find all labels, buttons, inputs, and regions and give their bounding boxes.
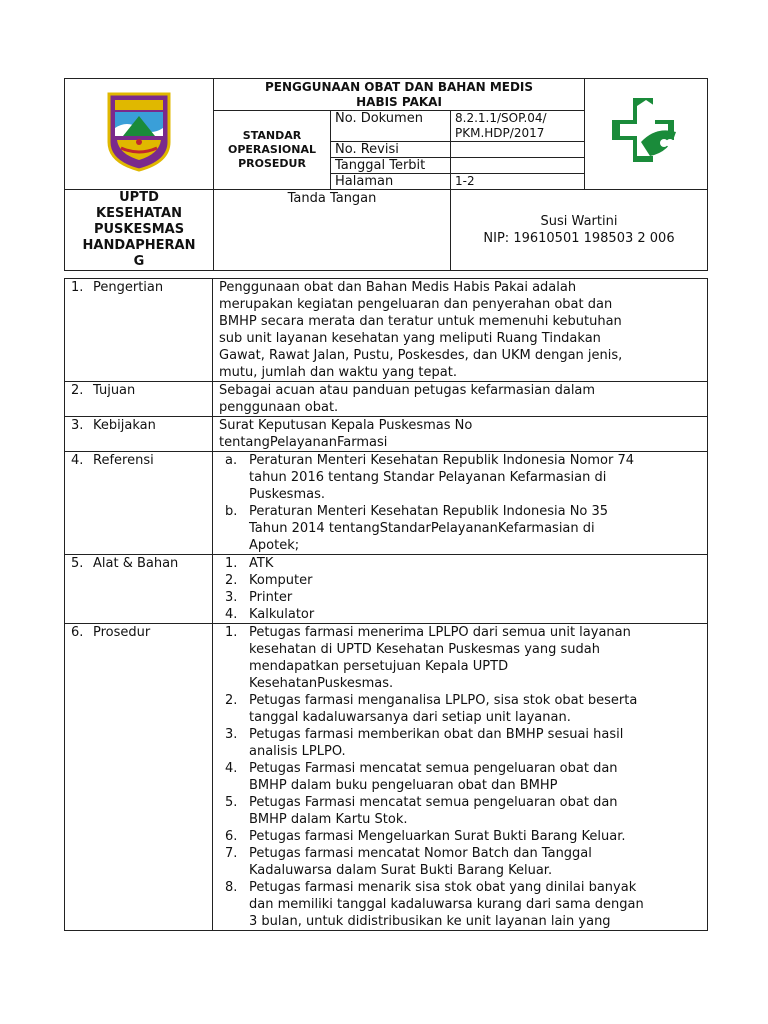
meta-value-dokumen: 8.2.1.1/SOP.04/ PKM.HDP/2017 — [451, 111, 585, 142]
list-item: 2. Petugas farmasi menganalisa LPLPO, sisa stok obat beserta tanggal kadaluwarsanya dari setiap unit layanan. — [225, 693, 638, 725]
section-prosedur: 6. Prosedur 1. Petugas farmasi menerima LPLPO dari semua unit layanan kesehatan di UPTD Kesehatan Puskesmas yang sudah mendapatkan persetujuan Kepala UPTD KesehatanPuskesmas. 2. Petugas farmasi menganalisa LPLPO, sisa stok obat beserta tanggal kadaluwarsanya dari setiap unit layanan. 3. Petugas farmasi memberikan obat dan BMHP sesuai hasil analisis LPLPO. 4. Petugas Farmasi mencatat semua pengeluaran obat dan BMHP dalam buku pengeluaran obat dan BMHP 5. Petugas Farmasi mencatat semua pengeluaran obat dan BMHP dalam Kartu Stok. 6. Petugas farmasi Mengeluarkan Surat Bukti Barang Keluar. 7. Petugas farmasi mencatat Nomor Batch dan Tanggal Kadaluwarsa dalam Surat Bukti Barang Keluar. 8. Petugas farmasi menarik sisa stok obat yang dinilai banyak dan memiliki tanggal kadaluwarsa kurang dari sama dengan 3 bulan, untuk didistribusikan ke unit layanan lain yang — [65, 624, 708, 931]
list-item: b. Peraturan Menteri Kesehatan Republik Indonesia No 35 Tahun 2014 tentangStandarPelayananKefarmasian di Apotek; — [225, 504, 609, 553]
list-item: a. Peraturan Menteri Kesehatan Republik Indonesia Nomor 74 tahun 2016 tentang Standar Pelayanan Kefarmasian di Puskesmas. — [225, 453, 635, 502]
list-item: 2. Komputer — [225, 573, 313, 588]
section-tujuan: 2. Tujuan Sebagai acuan atau panduan petugas kefarmasian dalam penggunaan obat. — [65, 382, 708, 417]
meta-value-halaman: 1-2 — [451, 174, 585, 190]
document-header — [64, 78, 708, 271]
section-referensi: 4. Referensi a. Peraturan Menteri Kesehatan Republik Indonesia Nomor 74 tahun 2016 tentang Standar Pelayanan Kefarmasian di Puskesmas. b. Peraturan Menteri Kesehatan Republik Indonesia No 35 Tahun 2014 tentangStandarPelayananKefarmasian di Apotek; — [65, 452, 708, 555]
section-pengertian: 1. Pengertian Penggunaan obat dan Bahan Medis Habis Pakai adalah merupakan kegiatan pengeluaran dan penyerahan obat dan BMHP secara merata dan teratur untuk memenuhi kebutuhan sub unit layanan kesehatan yang meliputi Ruang Tindakan Gawat, Rawat Jalan, Pustu, Poskesdes, dan UKM dengan jenis, mutu, jumlah dan waktu yang tepat. — [65, 279, 708, 382]
list-item: 8. Petugas farmasi menarik sisa stok obat yang dinilai banyak dan memiliki tanggal kadaluwarsa kurang dari sama dengan 3 bulan, untuk didistribusikan ke unit layanan lain yang — [225, 880, 644, 929]
tujuan-text: Sebagai acuan atau panduan petugas kefarmasian dalam penggunaan obat. — [213, 382, 708, 417]
list-item: 7. Petugas farmasi mencatat Nomor Batch dan Tanggal Kadaluwarsa dalam Surat Bukti Barang Keluar. — [225, 846, 592, 878]
signature-label: Tanda Tangan — [214, 190, 451, 271]
meta-key-revisi: No. Revisi — [331, 142, 451, 158]
regency-logo-cell — [65, 79, 214, 190]
signer-block — [451, 190, 708, 271]
puskesmas-logo-cell — [585, 79, 708, 190]
meta-key-tanggal: Tanggal Terbit — [331, 158, 451, 174]
section-alat-bahan: 5. Alat & Bahan 1. ATK 2. Komputer 3. Printer 4. Kalkulator — [65, 555, 708, 624]
pengertian-text: Penggunaan obat dan Bahan Medis Habis Pakai adalah merupakan kegiatan pengeluaran dan penyerahan obat dan BMHP secara merata dan teratur untuk memenuhi kebutuhan sub unit layanan kesehatan yang meliputi Ruang Tindakan Gawat, Rawat Jalan, Pustu, Poskesdes, dan UKM dengan jenis, mutu, jumlah dan waktu yang tepat. — [213, 279, 708, 382]
meta-key-dokumen: No. Dokumen — [331, 111, 451, 142]
alat-list — [219, 555, 701, 623]
puskesmas-cross-logo-icon — [606, 96, 686, 168]
signer-name: Susi Wartini — [540, 214, 618, 229]
unit-name: UPTD KESEHATAN PUSKESMAS HANDAPHERAN G — [65, 190, 214, 271]
meta-value-revisi — [451, 142, 585, 158]
meta-value-tanggal — [451, 158, 585, 174]
list-item: 3. Petugas farmasi memberikan obat dan BMHP sesuai hasil analisis LPLPO. — [225, 727, 624, 759]
list-item: 4. Kalkulator — [225, 607, 315, 622]
list-item: 1. ATK — [225, 556, 274, 571]
list-item: 3. Printer — [225, 590, 293, 605]
sop-body-table — [64, 278, 708, 931]
kebijakan-text: Surat Keputusan Kepala Puskesmas No tentangPelayananFarmasi — [213, 417, 708, 452]
referensi-list — [219, 452, 701, 554]
prosedur-list — [219, 624, 701, 930]
section-kebijakan: 3. Kebijakan Surat Keputusan Kepala Puskesmas No tentangPelayananFarmasi — [65, 417, 708, 452]
title-line-1: PENGGUNAAN OBAT DAN BAHAN MEDIS — [264, 80, 534, 94]
list-item: 1. Petugas farmasi menerima LPLPO dari semua unit layanan kesehatan di UPTD Kesehatan Puskesmas yang sudah mendapatkan persetujuan Kepala UPTD KesehatanPuskesmas. — [225, 625, 631, 691]
document-title — [214, 79, 585, 111]
title-line-2: HABIS PAKAI — [356, 95, 442, 109]
list-item: 4. Petugas Farmasi mencatat semua pengeluaran obat dan BMHP dalam buku pengeluaran obat dan BMHP — [225, 761, 618, 793]
meta-key-halaman: Halaman — [331, 174, 451, 190]
ciamis-regency-emblem-icon — [103, 90, 175, 174]
sop-label: STANDAR OPERASIONAL PROSEDUR — [214, 111, 331, 190]
list-item: 5. Petugas Farmasi mencatat semua pengeluaran obat dan BMHP dalam Kartu Stok. — [225, 795, 618, 827]
signer-nip: NIP: 19610501 198503 2 006 — [483, 231, 675, 246]
list-item: 6. Petugas farmasi Mengeluarkan Surat Bukti Barang Keluar. — [225, 829, 626, 844]
